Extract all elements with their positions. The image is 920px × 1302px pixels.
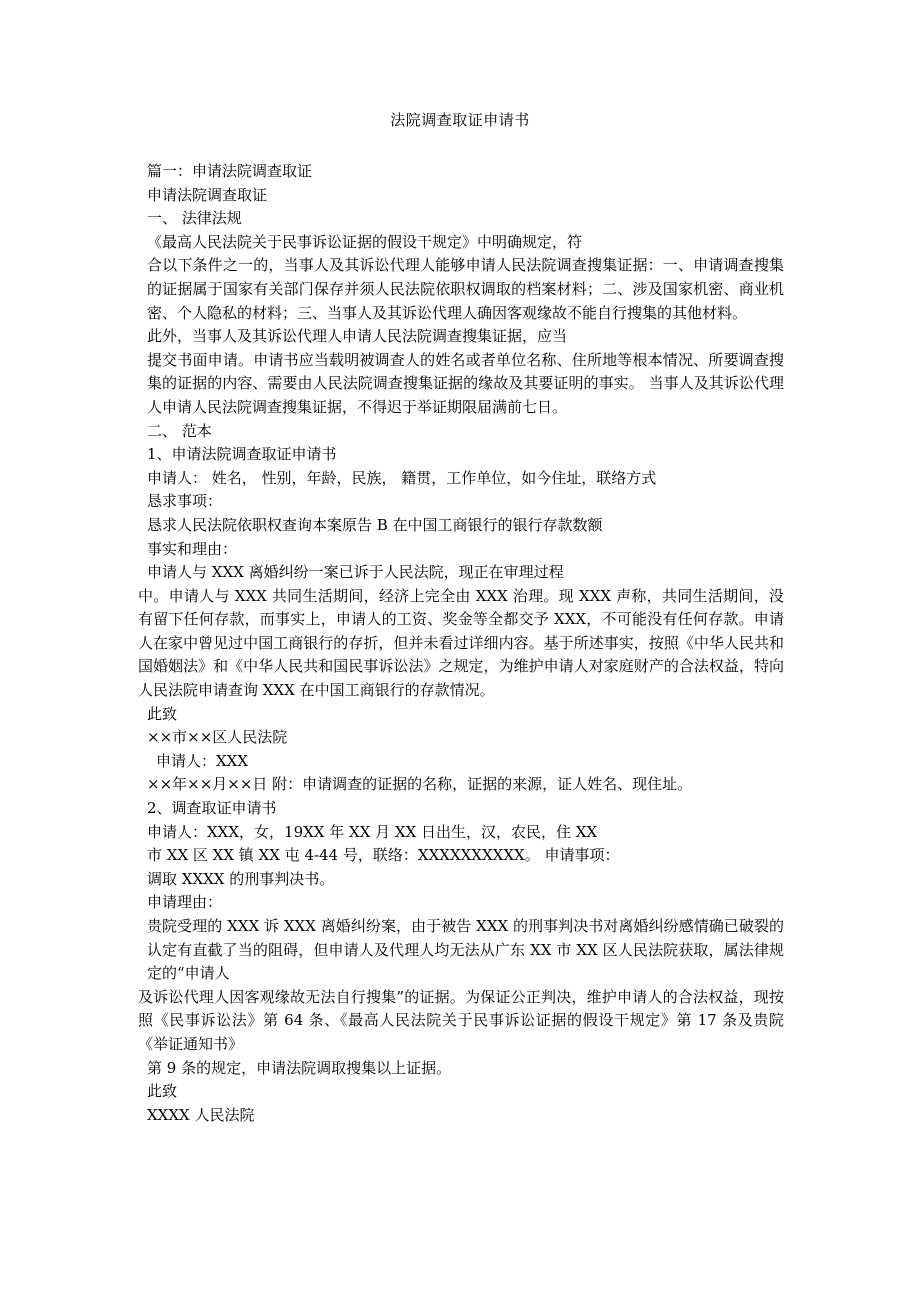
paragraph: XXXX 人民法院: [147, 1105, 255, 1124]
paragraph: 此致: [147, 1082, 178, 1101]
paragraph: 贵院受理的 XXX 诉 XXX 离婚纠纷案，由于被告 XXX 的刑事判决书对离婚纠纷感情确已破裂的认定有直截了当的阻碍，但申请人及代理人均无法从广东 XX 市 XX 区人民法院获取，属法律规定的“申请人: [147, 917, 784, 983]
paragraph: 恳求人民法院依职权查询本案原告 B 在中国工商银行的银行存款数额: [147, 515, 603, 534]
paragraph: 2、调查取证申请书: [147, 799, 277, 818]
paragraph: 事实和理由：: [147, 539, 238, 558]
paragraph: 此外，当事人及其诉讼代理人申请人民法院调查搜集证据，应当: [147, 327, 568, 346]
paragraph: 此致: [147, 704, 178, 723]
paragraph: 申请法院调查取证: [147, 185, 268, 204]
document-title: 法院调查取证申请书: [390, 111, 530, 129]
paragraph: 合以下条件之一的，当事人及其诉讼代理人能够申请人民法院调查搜集证据：一、申请调查搜集的证据属于国家有关部门保存并须人民法院依职权调取的档案材料；二、涉及国家机密、商业机密、个人隐私的材料；三、当事人及其诉讼代理人确因客观缘故不能自行搜集的其他材料。: [147, 256, 784, 322]
document-body: [138, 160, 784, 1127]
paragraph: 中。申请人与 XXX 共同生活期间，经济上完全由 XXX 治理。现 XXX 声称，共同生活期间，没有留下任何存款，而事实上，申请人的工资、奖金等全都交予 XXX，不可能没有任何存款。申请人在家中曾见过中国工商银行的存折，但并未看过详细内容。基于所述事实，按照《中华人民共和国婚姻法》和《中华人民共和国民事诉讼法》之规定，为维护申请人对家庭财产的合法权益，特向人民法院申请查询 XXX 在中国工商银行的存款情况。: [138, 586, 784, 700]
paragraph: 恳求事项：: [147, 492, 223, 511]
paragraph: 及诉讼代理人因客观缘故无法自行搜集”的证据。为保证公正判决，维护申请人的合法权益，现按照《民事诉讼法》第 64 条、《最高人民法院关于民事诉讼证据的假设干规定》第 17 条及贵院《举证通知书》: [138, 987, 784, 1053]
paragraph: 申请理由：: [147, 893, 223, 912]
paragraph: 《最高人民法院关于民事诉讼证据的假设干规定》中明确规定，符: [147, 232, 583, 251]
paragraph: ××市××区人民法院: [147, 728, 288, 747]
paragraph: 申请人： 姓名， 性别，年龄，民族， 籍贯，工作单位，如今住址，联络方式: [147, 468, 657, 487]
paragraph: 一、 法律法规: [147, 209, 242, 228]
paragraph: 二、 范本: [147, 421, 212, 440]
paragraph: 篇一：申请法院调查取证: [147, 162, 313, 180]
paragraph: 申请人：XXX，女，19XX 年 XX 月 XX 日出生，汉，农民，住 XX: [147, 822, 598, 841]
paragraph: ××年××月××日 附：申请调查的证据的名称，证据的来源，证人姓名、现住址。: [147, 775, 693, 794]
paragraph: 申请人：XXX: [156, 751, 249, 770]
paragraph: 1、申请法院调查取证申请书: [147, 445, 337, 464]
paragraph: 市 XX 区 XX 镇 XX 屯 4-44 号，联络：XXXXXXXXXX。 申请事项：: [147, 846, 620, 865]
paragraph: 第 9 条的规定，申请法院调取搜集以上证据。: [147, 1058, 452, 1077]
paragraph: 申请人与 XXX 离婚纠纷一案已诉于人民法院，现正在审理过程: [147, 563, 564, 582]
paragraph: 调取 XXXX 的刑事判决书。: [147, 869, 335, 888]
paragraph: 提交书面申请。申请书应当载明被调查人的姓名或者单位名称、住所地等根本情况、所要调查搜集的证据的内容、需要由人民法院调查搜集证据的缘故及其要证明的事实。 当事人及其诉讼代理人申请人民法院调查搜集证据，不得迟于举证期限届满前七日。: [147, 350, 784, 416]
